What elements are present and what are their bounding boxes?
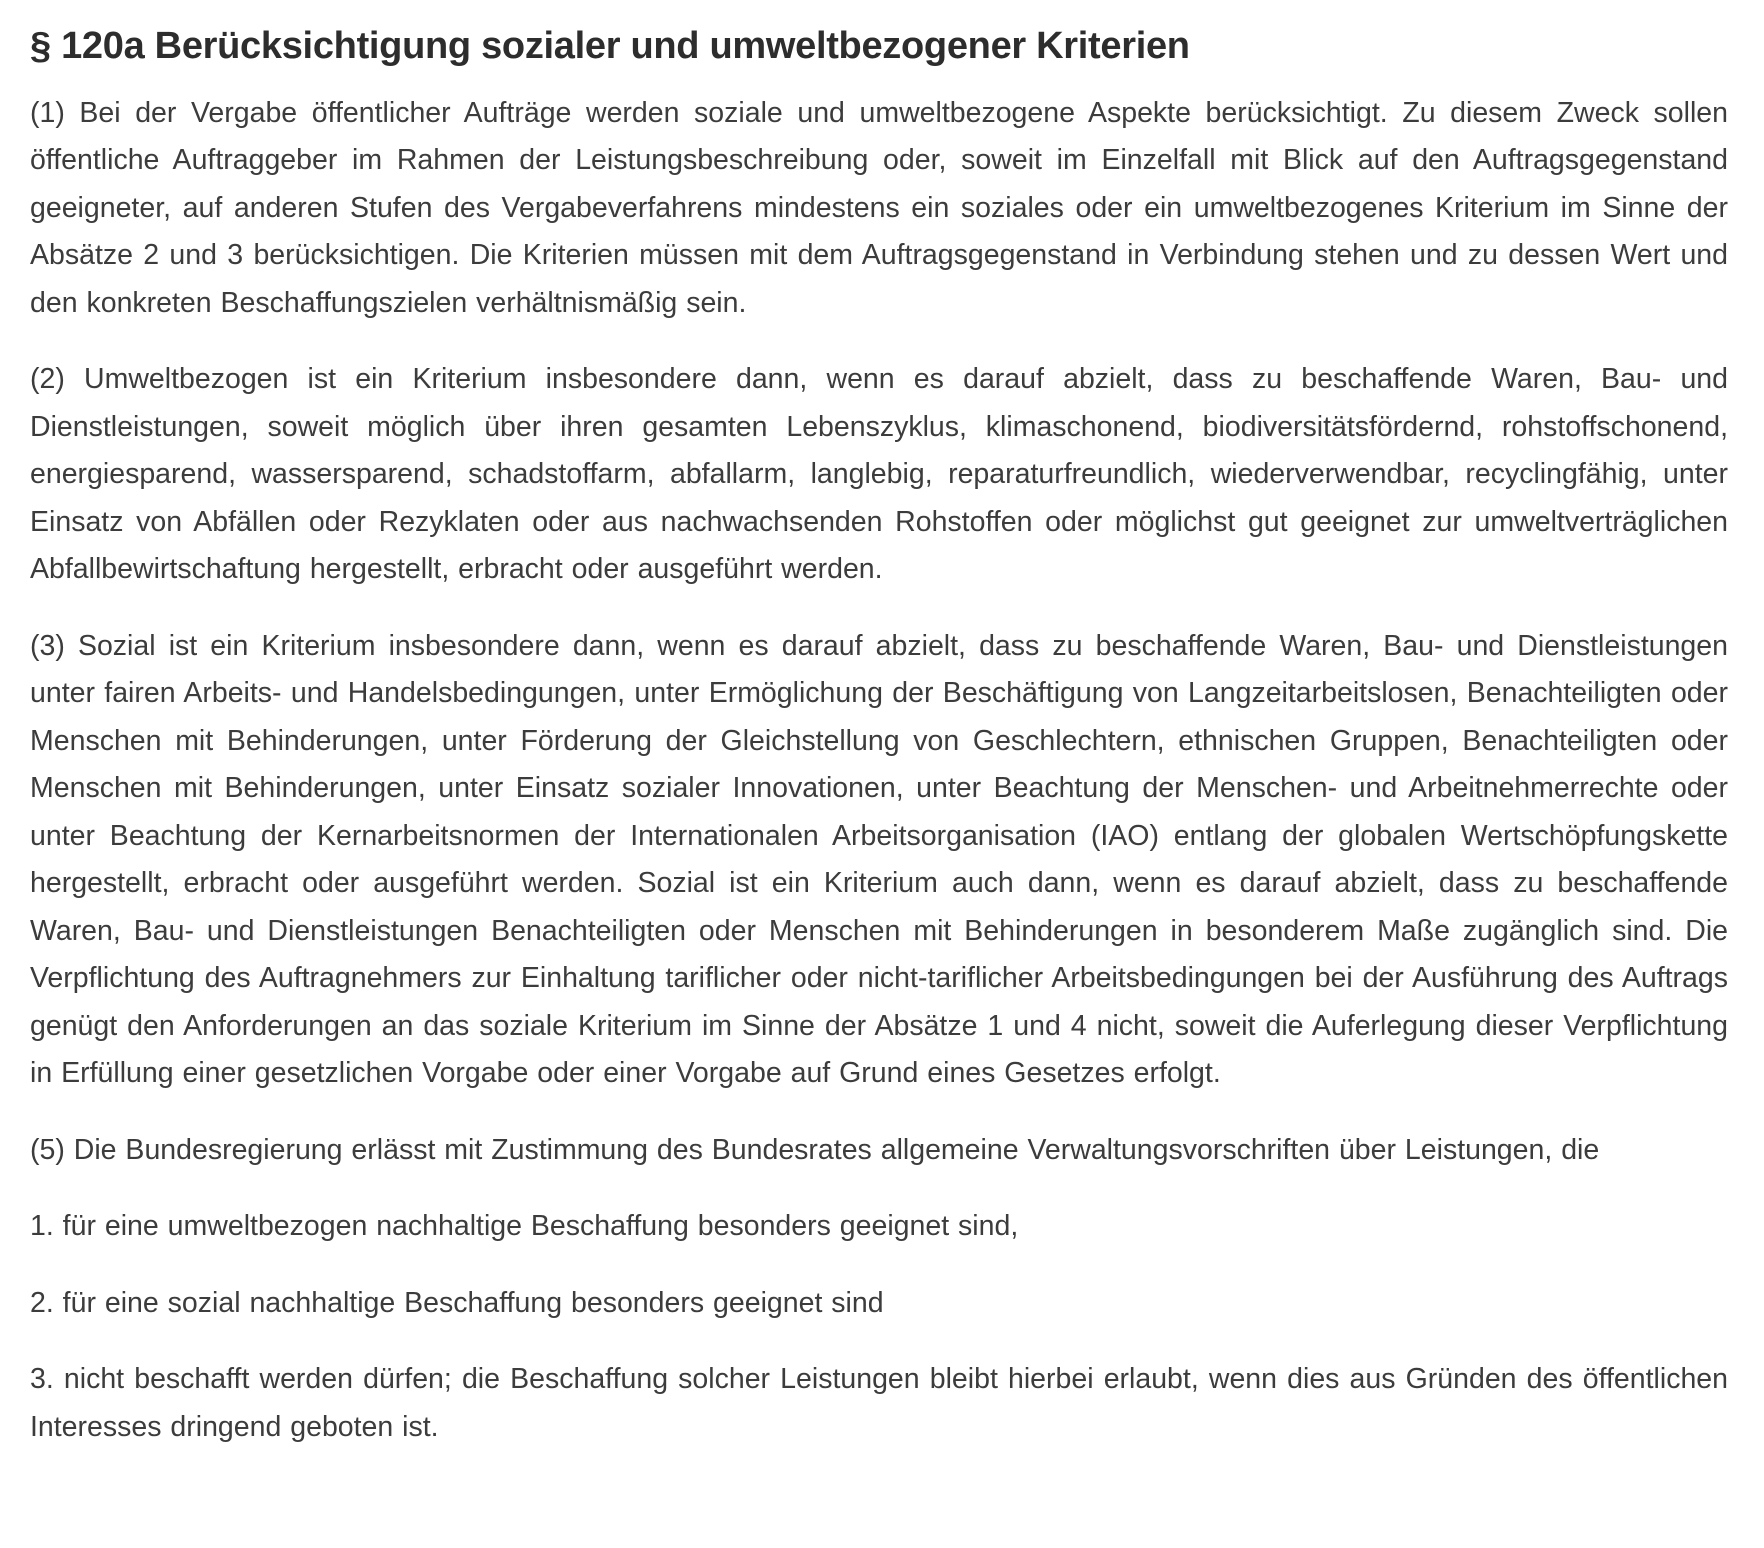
list-item-3: 3. nicht beschafft werden dürfen; die Beschaffung solcher Leistungen bleibt hierbei erlaubt, wenn dies aus Gründen des öffentlichen Interesses dringend geboten ist.	[30, 1363, 1728, 1443]
paragraph-absatz-2: (2) Umweltbezogen ist ein Kriterium insbesondere dann, wenn es darauf abzielt, dass zu beschaffende Waren, Bau- und Dienstleistungen, soweit möglich über ihren gesamten Lebenszyklus, klimaschonend, biodiversitätsfördernd, rohstoffschonend, energiesparend, wassersparend, schadstoffarm, abfallarm, langlebig, reparaturfreundlich, wiederverwendbar, recyclingfähig, unter Einsatz von Abfällen oder Rezyklaten oder aus nachwachsenden Rohstoffen oder möglichst gut geeignet zur umweltverträglichen Abfallbewirtschaftung hergestellt, erbracht oder ausgeführt werden.	[30, 363, 1728, 586]
list-item-1: 1. für eine umweltbezogen nachhaltige Beschaffung besonders geeignet sind,	[30, 1210, 1019, 1243]
paragraph-absatz-3: (3) Sozial ist ein Kriterium insbesondere dann, wenn es darauf abzielt, dass zu beschaffende Waren, Bau- und Dienstleistungen unter fairen Arbeits- und Handelsbedingungen, unter Ermöglichung der Beschäftigung von Langzeitarbeitslosen, Benachteiligten oder Menschen mit Behinderungen, unter Förderung der Gleichstellung von Geschlechtern, ethnischen Gruppen, Benachteiligten oder Menschen mit Behinderungen, unter Einsatz sozialer Innovationen, unter Beachtung der Menschen- und Arbeitnehmerrechte oder unter Beachtung der Kernarbeitsnormen der Internationalen Arbeitsorganisation (IAO) entlang der globalen Wertschöpfungskette hergestellt, erbracht oder ausgeführt werden. Sozial ist ein Kriterium auch dann, wenn es darauf abzielt, dass zu beschaffende Waren, Bau- und Dienstleistungen Benachteiligten oder Menschen mit Behinderungen in besonderem Maße zugänglich sind. Die Verpflichtung des Auftragnehmers zur Einhaltung tariflicher oder nicht-tariflicher Arbeitsbedingungen bei der Ausführung des Auftrags genügt den Anforderungen an das soziale Kriterium im Sinne der Absätze 1 und 4 nicht, soweit die Auferlegung dieser Verpflichtung in Erfüllung einer gesetzlichen Vorgabe oder einer Vorgabe auf Grund eines Gesetzes erfolgt.	[30, 629, 1728, 1090]
paragraph-absatz-5: (5) Die Bundesregierung erlässt mit Zustimmung des Bundesrates allgemeine Verwaltungsvorschriften über Leistungen, die	[30, 1133, 1600, 1166]
list-item-2: 2. für eine sozial nachhaltige Beschaffung besonders geeignet sind	[30, 1286, 884, 1319]
statute-heading: § 120a Berücksichtigung sozialer und umweltbezogener Kriterien	[30, 25, 1190, 67]
paragraph-absatz-1: (1) Bei der Vergabe öffentlicher Aufträge werden soziale und umweltbezogene Aspekte berücksichtigt. Zu diesem Zweck sollen öffentliche Auftraggeber im Rahmen der Leistungsbeschreibung oder, soweit im Einzelfall mit Blick auf den Auftragsgegenstand geeigneter, auf anderen Stufen des Vergabeverfahrens mindestens ein soziales oder ein umweltbezogenes Kriterium im Sinne der Absätze 2 und 3 berücksichtigen. Die Kriterien müssen mit dem Auftragsgegenstand in Verbindung stehen und zu dessen Wert und den konkreten Beschaffungszielen verhältnismäßig sein.	[30, 96, 1728, 319]
